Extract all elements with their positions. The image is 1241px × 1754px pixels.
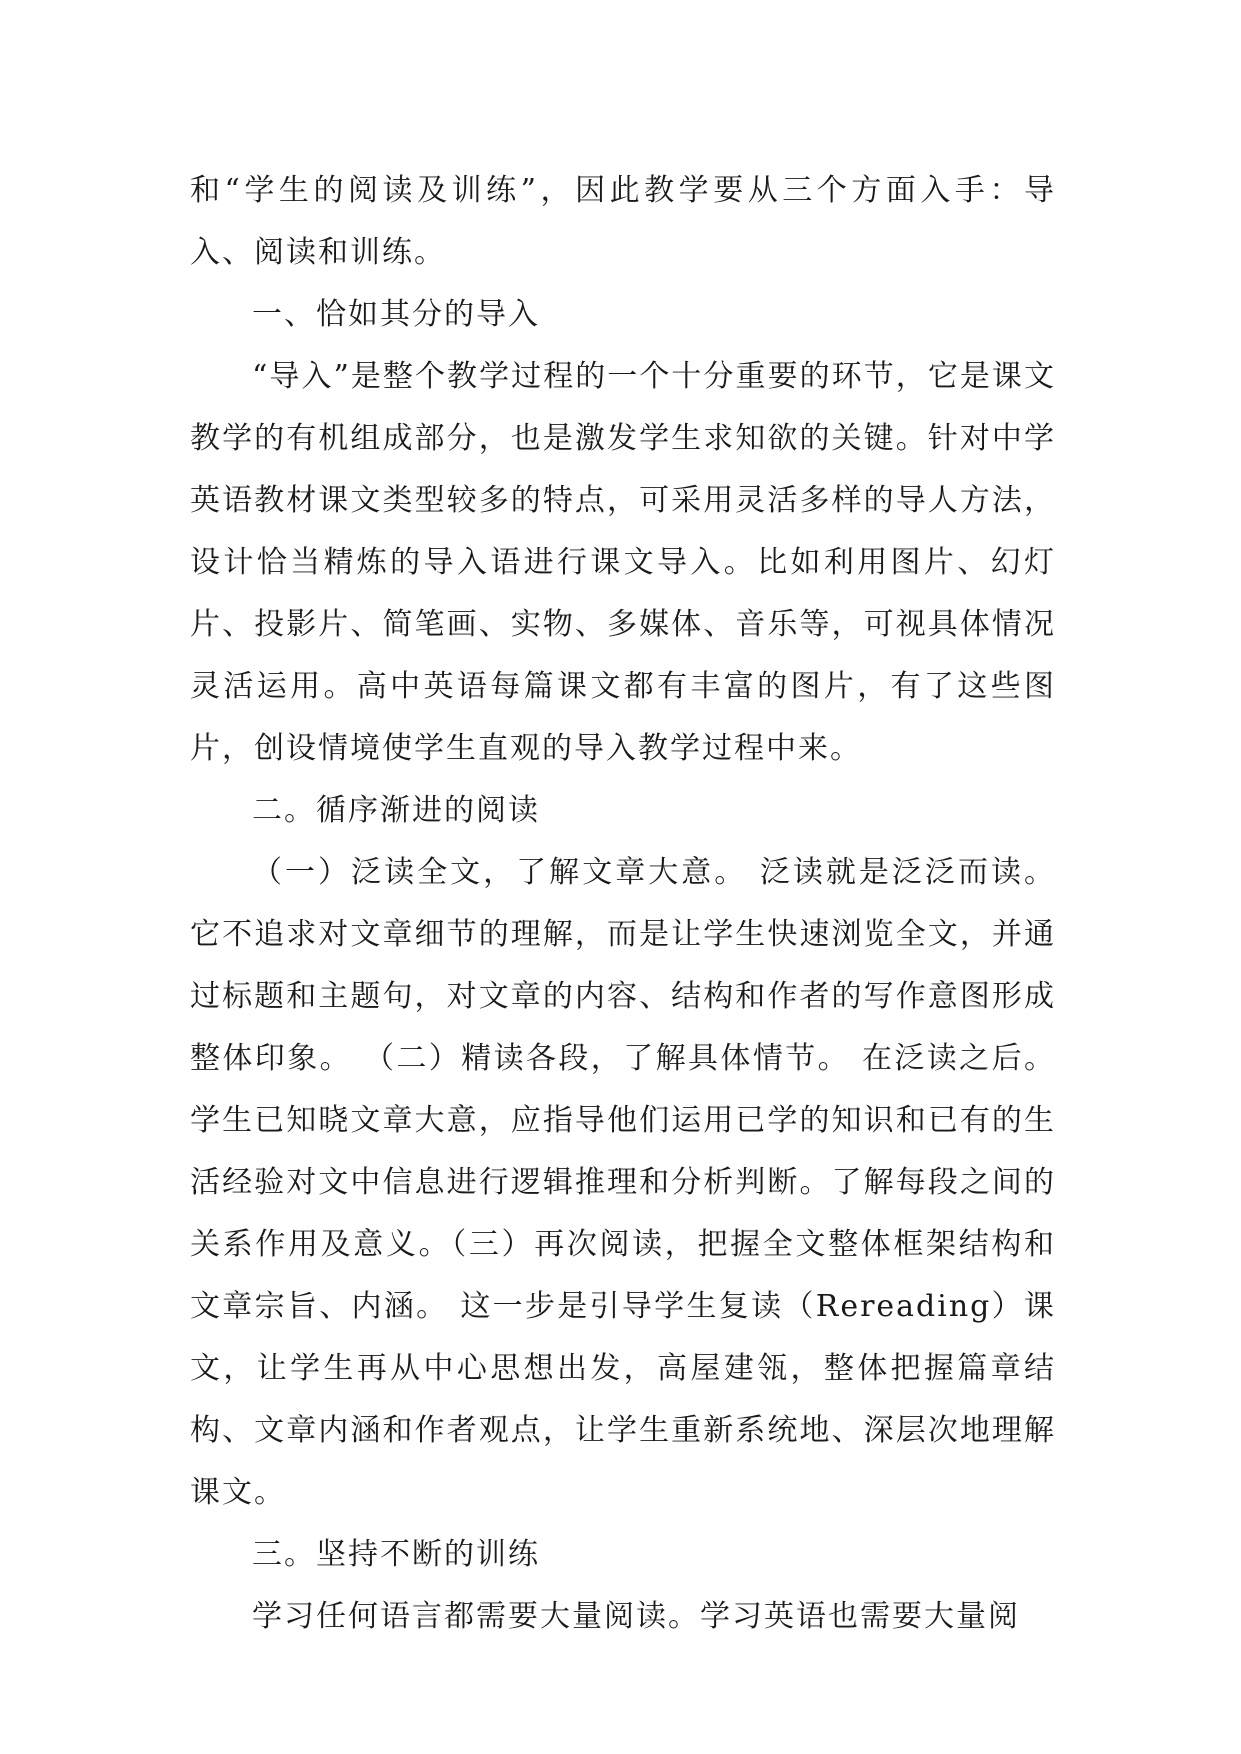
section-heading-introduction: 一、恰如其分的导入 — [252, 297, 540, 332]
paragraph-reading: （一）泛读全文，了解文章大意。 泛读就是泛泛而读。它不追求对文章细节的理解，而是让学生快速浏览全文，并通过标题和主题句，对文章的内容、结构和作者的写作意图形成整体印象。 （二）精读各段，了解具体情节。 在泛读之后。学生已知晓文章大意，应指导他们运用已学的知识和已有的生活经验对文中信息进行逻辑推理和分析判断。了解每段之间的关系作用及意义。（三）再次阅读，把握全文整体框架结构和文章宗旨、内涵。 这一步是引导学生复读（Rereading）课文，让学生再从中心思想出发，高屋建瓴，整体把握篇章结构、文章内涵和作者观点，让学生重新系统地、深层次地理解课文。 — [190, 855, 1056, 1510]
paragraph-introduction: “导入”是整个教学过程的一个十分重要的环节，它是课文教学的有机组成部分，也是激发学生求知欲的关键。针对中学英语教材课文类型较多的特点，可采用灵活多样的导人方法，设计恰当精炼的导入语进行课文导入。比如利用图片、幻灯片、投影片、简笔画、实物、多媒体、音乐等，可视具体情况灵活运用。高中英语每篇课文都有丰富的图片，有了这些图片，创设情境使学生直观的导入教学过程中来。 — [190, 359, 1056, 766]
paragraph-training: 学习任何语言都需要大量阅读。学习英语也需要大量阅 — [252, 1599, 1020, 1634]
document-body — [190, 160, 1056, 1648]
section-heading-training: 三。坚持不断的训练 — [252, 1537, 540, 1572]
section-heading-reading: 二。循序渐进的阅读 — [252, 793, 540, 828]
paragraph-continuation: 和“学生的阅读及训练”，因此教学要从三个方面入手：导入、阅读和训练。 — [190, 173, 1056, 270]
